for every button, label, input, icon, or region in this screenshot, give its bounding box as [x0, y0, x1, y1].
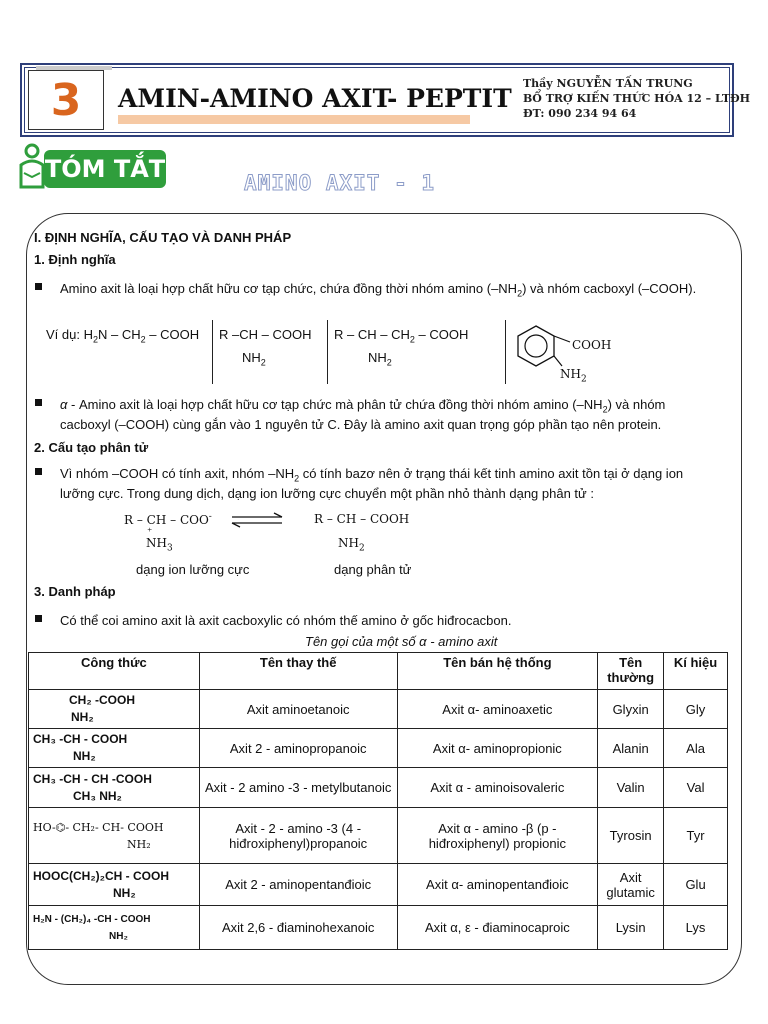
formula-sub: NH₂ [73, 749, 96, 763]
structure-text-a: Vì nhóm –COOH có tính axit, nhóm –NH [60, 466, 295, 481]
teacher-phone: ĐT: 090 234 94 64 [523, 107, 637, 120]
formula-cell [29, 690, 200, 729]
sub: 2 [294, 473, 300, 484]
chapter-title: AMIN-AMINO AXIT- PEPTIT [118, 84, 512, 113]
symbol: Glu [664, 864, 728, 906]
example-2-line1: R –CH – COOH [219, 327, 312, 342]
ion-bond: ⁺ [147, 527, 153, 538]
example-2-line2 [242, 348, 266, 373]
nh-text: NH [368, 350, 387, 365]
alpha-definition-line2: cacboxyl (–COOH) cùng gắn vào 1 nguyên tử C. Đây là amino axit quan trọng góp phần tạo nên protein. [60, 417, 662, 432]
mol-nh2 [338, 536, 365, 553]
common-name: Lysin [598, 906, 664, 950]
semi-systematic-name: Axit α - aminoisovaleric [397, 768, 598, 808]
divider [212, 320, 213, 384]
substitute-name: Axit 2 - aminopentanđioic [199, 864, 397, 906]
table-row [29, 864, 728, 906]
chapter-number: 3 [50, 74, 82, 126]
semi-systematic-name: Axit α- aminoaxetic [397, 690, 598, 729]
ion-label: dạng ion lưỡng cực [136, 562, 250, 577]
header-substitute-name: Tên thay thế [199, 653, 397, 690]
sub: 2 [140, 334, 146, 345]
teacher-course: BỔ TRỢ KIẾN THỨC HÓA 12 – LTĐH [523, 92, 751, 105]
common-name: Axit glutamic [598, 864, 664, 906]
header-common-name: Tên thường [598, 653, 664, 690]
example-3-line1 [334, 325, 468, 350]
bullet [35, 468, 42, 475]
charge-minus: - [208, 512, 212, 522]
structure-text-2: lưỡng cực. Trong dung dịch, dạng ion lưỡng cực chuyển một phần nhỏ thành dạng phân tử : [60, 486, 594, 501]
summary-badge: TÓM TẮT [44, 150, 166, 188]
subsection-structure: 2. Cấu tạo phân tử [34, 440, 149, 455]
nh-text: NH [146, 536, 167, 550]
formula-sub: NH₂ [71, 710, 94, 724]
mol-label: dạng phân tử [334, 562, 412, 577]
common-name: Tyrosin [598, 808, 664, 864]
teacher-name: Thầy NGUYỄN TẤN TRUNG [523, 77, 693, 90]
sub: 2 [409, 334, 415, 345]
table-row [29, 729, 728, 768]
example-3-b: – COOH [414, 327, 469, 342]
nh-text: NH [560, 367, 581, 381]
mol-formula: R – CH – COOH [314, 512, 410, 526]
symbol: Tyr [664, 808, 728, 864]
alpha-text-a: - Amino axit là loại hợp chất hữu cơ tạp chức mà phân tử chứa đồng thời nhóm amino (–NH [67, 397, 603, 412]
header-formula: Công thức [29, 653, 200, 690]
benzene-ring-icon [512, 322, 572, 372]
definition-text-a: Amino axit là loại hợp chất hữu cơ tạp chức, chứa đồng thời nhóm amino (–NH [60, 281, 518, 296]
substitute-name: Axit 2,6 - điaminohexanoic [199, 906, 397, 950]
header-semi-systematic-name: Tên bán hệ thống [397, 653, 598, 690]
substitute-name: Axit aminoetanoic [199, 690, 397, 729]
example-1-b: – COOH [145, 327, 200, 342]
substitute-name: Axit - 2 amino -3 - metylbutanoic [199, 768, 397, 808]
section-subtitle: AMINO AXIT - 1 [244, 171, 436, 195]
title-highlight [118, 115, 470, 124]
example-label: Ví dụ: H [46, 327, 93, 342]
formula-cell [29, 768, 200, 808]
sub: 2 [260, 357, 266, 368]
alpha-text-b: ) và nhóm [607, 397, 666, 412]
example-3-a: R – CH – CH [334, 327, 410, 342]
definition-text [60, 279, 696, 304]
substitute-name: Axit 2 - aminopropanoic [199, 729, 397, 768]
symbol: Lys [664, 906, 728, 950]
example-1 [46, 325, 199, 350]
section-title: I. ĐỊNH NGHĨA, CẤU TẠO VÀ DANH PHÁP [34, 230, 292, 245]
formula-main: CH₃ -CH - CH -COOH [33, 771, 152, 786]
table-caption: Tên gọi của một số α - amino axit [305, 634, 498, 649]
symbol: Gly [664, 690, 728, 729]
sub: 2 [386, 357, 392, 368]
table-row [29, 906, 728, 950]
formula-main: CH₂ -COOH [69, 693, 135, 707]
benzene-cooh: COOH [572, 338, 612, 352]
formula-main: CH₃ -CH - COOH [33, 732, 128, 746]
subsection-definition: 1. Định nghĩa [34, 252, 116, 267]
formula-main: HOOC(CH₂)₂CH - COOH [33, 868, 169, 883]
naming-text: Có thể coi amino axit là axit cacboxylic có nhóm thế amino ở gốc hiđrocacbon. [60, 613, 512, 628]
common-name: Glyxin [598, 690, 664, 729]
nh-text: NH [338, 536, 359, 550]
substitute-name: Axit - 2 - amino -3 (4 - hiđroxiphenyl)propanoic [199, 808, 397, 864]
table-row [29, 808, 728, 864]
nh-text: NH [242, 350, 261, 365]
table-row [29, 690, 728, 729]
sub: 2 [602, 404, 608, 415]
formula-cell [29, 906, 200, 950]
semi-systematic-name: Axit α - amino -β (p - hiđroxiphenyl) propionic [397, 808, 598, 864]
equilibrium-arrow-icon [230, 512, 284, 528]
alpha-symbol: α [60, 397, 68, 412]
formula-sub: NH₂ [113, 885, 136, 900]
semi-systematic-name: Axit α- aminopentanđioic [397, 864, 598, 906]
example-1-a: N – CH [97, 327, 141, 342]
sub: 2 [517, 288, 523, 299]
ion-formula [124, 512, 212, 527]
symbol: Val [664, 768, 728, 808]
sub: 2 [358, 543, 365, 554]
amino-acid-table [28, 652, 728, 950]
formula-cell [29, 864, 200, 906]
formula-main: HO-⌬- CH₂- CH- COOH [33, 820, 164, 834]
formula-sub: CH₃ NH₂ [73, 788, 122, 803]
formula-main: H₂N - (CH₂)₄ -CH - COOH [33, 913, 151, 925]
ion-formula-text: R – CH – COO [124, 513, 209, 527]
sub: 3 [166, 543, 173, 554]
bullet [35, 283, 42, 290]
symbol: Ala [664, 729, 728, 768]
definition-text-b: ) và nhóm cacboxyl (–COOH). [522, 281, 697, 296]
common-name: Alanin [598, 729, 664, 768]
table-row [29, 768, 728, 808]
sub: 2 [580, 374, 587, 385]
divider [327, 320, 328, 384]
ion-nh3 [146, 536, 173, 553]
structure-text-b: có tính bazơ nên ở trạng thái kết tinh amino axit tồn tại ở dạng ion [299, 466, 684, 481]
formula-sub: NH₂ [127, 837, 151, 851]
formula-sub: NH₂ [109, 930, 128, 942]
chapter-number-box [28, 70, 104, 130]
divider [505, 320, 506, 384]
sub: 2 [92, 334, 98, 345]
bullet [35, 399, 42, 406]
formula-cell [29, 808, 200, 864]
formula-cell [29, 729, 200, 768]
benzene-nh2 [560, 367, 587, 384]
subsection-naming: 3. Danh pháp [34, 584, 116, 599]
semi-systematic-name: Axit α- aminopropionic [397, 729, 598, 768]
semi-systematic-name: Axit α, ε - điaminocaproic [397, 906, 598, 950]
common-name: Valin [598, 768, 664, 808]
bullet [35, 615, 42, 622]
table-header-row [29, 653, 728, 690]
header-symbol: Kí hiệu [664, 653, 728, 690]
example-3-line2 [368, 348, 392, 373]
